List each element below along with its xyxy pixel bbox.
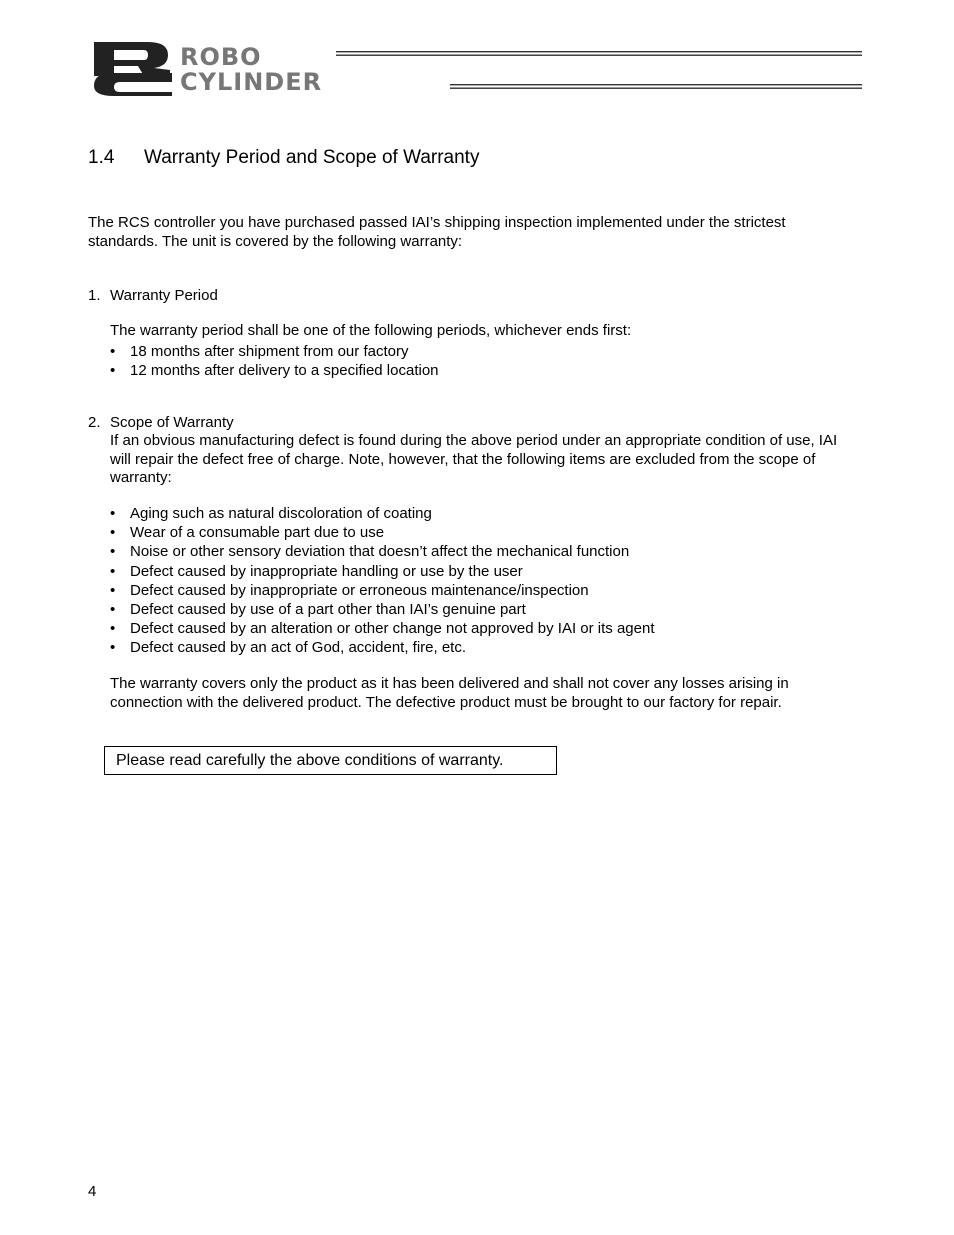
rc-monogram <box>94 42 172 96</box>
list-item: • Wear of a consumable part due to use <box>110 523 860 542</box>
item-2-bullets <box>110 504 860 658</box>
item-1-body <box>110 322 860 380</box>
robo-cylinder-logo <box>92 40 864 98</box>
item-2-lead: If an obvious manufacturing defect is found during the above period under an appropriate condition of use, IAI will repair the defect free of charge. Note, however, that the following items are excluded from the scope of warranty: <box>110 432 838 486</box>
logo-text-cylinder: CYLINDER <box>180 68 323 96</box>
item-2-title: Scope of Warranty <box>110 414 234 431</box>
list-item: • Defect caused by an alteration or other change not approved by IAI or its agent <box>110 619 860 638</box>
list-item: • 18 months after shipment from our factory <box>110 342 860 361</box>
item-1-lead: The warranty period shall be one of the following periods, whichever ends first: <box>110 322 632 339</box>
page-number: 4 <box>88 1183 97 1200</box>
section-title: Warranty Period and Scope of Warranty <box>144 147 480 168</box>
warranty-notice-box: Please read carefully the above conditions of warranty. <box>104 746 557 775</box>
item-2-bullet-list <box>110 504 860 658</box>
item-2-closing: The warranty covers only the product as it has been delivered and shall not cover any losses arising in connection with the delivered product. The defective product must be brought to our factory for repair. <box>110 675 789 711</box>
list-item: • Aging such as natural discoloration of coating <box>110 504 860 523</box>
list-item: • Defect caused by use of a part other than IAI’s genuine part <box>110 600 860 619</box>
list-item: • Noise or other sensory deviation that doesn’t affect the mechanical function <box>110 542 860 561</box>
item-1-title: Warranty Period <box>110 287 218 304</box>
intro-paragraph: The RCS controller you have purchased passed IAI’s shipping inspection implemented under the strictest standards. The unit is covered by the following warranty: <box>88 214 786 250</box>
list-item: • Defect caused by an act of God, accident, fire, etc. <box>110 638 860 657</box>
section-heading <box>88 147 479 169</box>
item-1-number: 1. <box>88 287 101 304</box>
item-1-bullet-list <box>110 342 860 380</box>
list-item: • 12 months after delivery to a specified location <box>110 361 860 380</box>
list-item: • Defect caused by inappropriate or erroneous maintenance/inspection <box>110 581 860 600</box>
item-2-number: 2. <box>88 414 101 431</box>
section-number: 1.4 <box>88 147 115 168</box>
page-header <box>92 40 864 98</box>
logo-text-robo: ROBO <box>180 43 262 71</box>
item-1-heading <box>88 287 218 306</box>
item-2-heading <box>88 414 234 433</box>
list-item: • Defect caused by inappropriate handling or use by the user <box>110 562 860 581</box>
